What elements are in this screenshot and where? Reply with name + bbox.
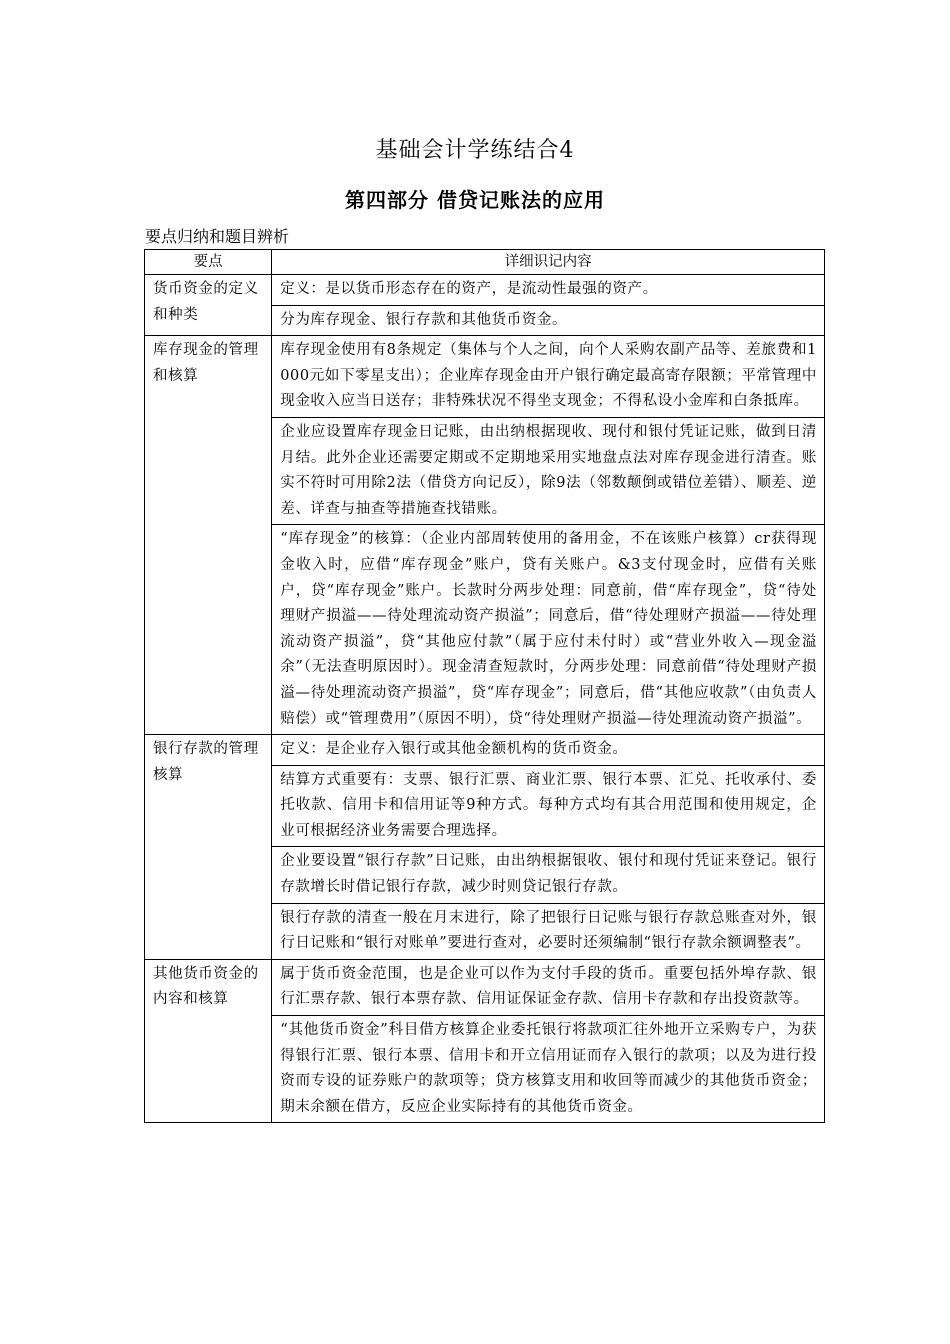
key-points-table bbox=[144, 249, 825, 1123]
detail-cell: 分为库存现金、银行存款和其他货币资金。 bbox=[272, 305, 825, 336]
detail-cell: 属于货币资金范围，也是企业可以作为支付手段的货币。重要包括外埠存款、银行汇票存款、银行本票存款、信用证保证金存款、信用卡存款和存出投资款等。 bbox=[272, 959, 825, 1015]
table-header-row bbox=[145, 250, 825, 275]
table-row bbox=[145, 336, 825, 418]
key-cell-bank-deposits: 银行存款的管理核算 bbox=[145, 735, 272, 960]
key-cell-other-monetary-funds: 其他货币资金的内容和核算 bbox=[145, 959, 272, 1123]
table-row bbox=[145, 959, 825, 1015]
detail-cell: “库存现金”的核算：（企业内部周转使用的备用金，不在该账户核算）cr获得现金收入时，应借“库存现金”账户，贷有关账户。&3支付现金时，应借有关账户，贷“库存现金”账户。长款时分两步处理：同意前，借“库存现金”，贷“待处理财产损溢——待处理流动资产损溢”；同意后，借“待处理财产损溢——待处理流动资产损溢”，贷“其他应付款”（属于应付未付时）或“营业外收入—现金溢余”（无法查明原因时）。现金清查短款时，分两步处理：同意前借“待处理财产损溢—待处理流动资产损溢”，贷“库存现金”；同意后，借“其他应收款”（由负责人赔偿）或“管理费用”（原因不明），贷“待处理财产损溢—待处理流动资产损溢”。 bbox=[272, 525, 825, 735]
detail-cell: “其他货币资金”科目借方核算企业委托银行将款项汇往外地开立采购专户，为获得银行汇票、银行本票、信用卡和开立信用证而存入银行的款项；以及为进行投资而专设的证券账户的款项等；贷方核算支用和收回等而减少的其他货币资金；期末余额在借方，反应企业实际持有的其他货币资金。 bbox=[272, 1016, 825, 1123]
detail-cell: 定义：是企业存入银行或其他金额机构的货币资金。 bbox=[272, 735, 825, 766]
detail-cell: 结算方式重要有：支票、银行汇票、商业汇票、银行本票、汇兑、托收承付、委托收款、信用卡和信用证等9种方式。每种方式均有其合用范围和使用规定，企业可根据经济业务需要合理选择。 bbox=[272, 765, 825, 847]
detail-cell: 银行存款的清查一般在月末进行，除了把银行日记账与银行存款总账查对外，银行日记账和“银行对账单”要进行查对，必要时还须编制“银行存款余额调整表”。 bbox=[272, 903, 825, 959]
detail-cell: 企业要设置“银行存款”日记账，由出纳根据银收、银付和现付凭证来登记。银行存款增长时借记银行存款，减少时则贷记银行存款。 bbox=[272, 847, 825, 903]
header-key: 要点 bbox=[145, 250, 272, 275]
document-subtitle: 第四部分 借贷记账法的应用 bbox=[345, 188, 605, 212]
detail-cell: 定义：是以货币形态存在的资产，是流动性最强的资产。 bbox=[272, 275, 825, 306]
detail-cell: 库存现金使用有8条规定（集体与个人之间，向个人采购农副产品等、差旅费和1000元如下零星支出）；企业库存现金由开户银行确定最高寄存限额；平常管理中现金收入应当日送存；非特殊状况不得坐支现金；不得私设小金库和白条抵库。 bbox=[272, 336, 825, 418]
key-cell-cash-on-hand: 库存现金的管理和核算 bbox=[145, 336, 272, 735]
section-label: 要点归纳和题目辨析 bbox=[145, 227, 290, 246]
table-row bbox=[145, 275, 825, 306]
header-detail: 详细识记内容 bbox=[272, 250, 825, 275]
document-title: 基础会计学练结合4 bbox=[375, 138, 575, 163]
key-cell-monetary-funds: 货币资金的定义和种类 bbox=[145, 275, 272, 336]
table-row bbox=[145, 735, 825, 766]
detail-cell: 企业应设置库存现金日记账，由出纳根据现收、现付和银付凭证记账，做到日清月结。此外企业还需要定期或不定期地采用实地盘点法对库存现金进行清查。账实不符时可用除2法（借贷方向记反），除9法（邻数颠倒或错位差错）、顺差、逆差、详查与抽查等措施查找错账。 bbox=[272, 417, 825, 524]
